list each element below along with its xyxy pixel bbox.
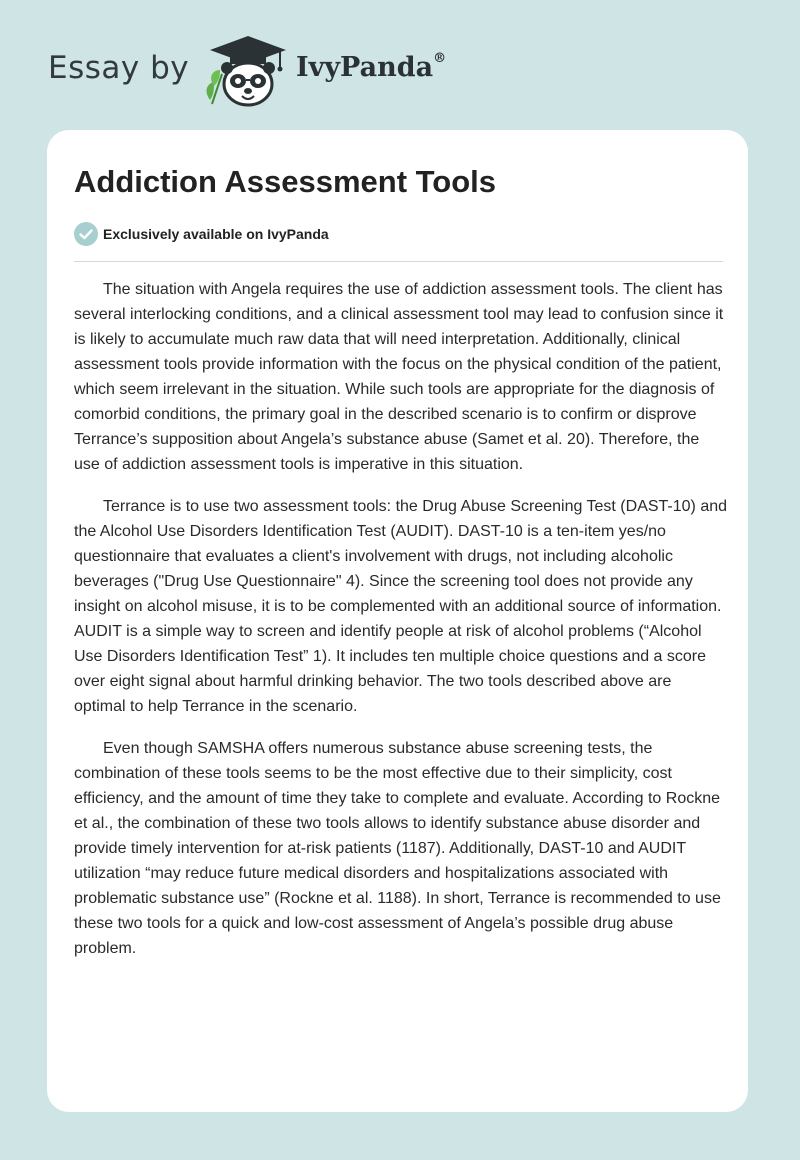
brand-name [296,52,446,83]
exclusive-badge [74,222,329,246]
paragraph: Terrance is to use two assessment tools: the Drug Abuse Screening Test (DAST-10) and the Alcohol Use Disorders Identification Test (AUDIT). DAST-10 is a ten-item yes/no questionnaire that evaluates a client's involvement with drugs, not including alcoholic beverages ("Drug Use Questionnaire" 4). Since the screening tool does not provide any insight on alcohol misuse, it is to be complemented with an additional source of information. AUDIT is a simple way to screen and identify people at risk of alcohol problems (“Alcohol Use Disorders Identification Test” 1). It includes ten multiple choice questions and a score over eight signal about harmful drinking behavior. The two tools described above are optimal to help Terrance in the scenario. [74,498,728,715]
paragraph: The situation with Angela requires the use of addiction assessment tools. The client has several interlocking conditions, and a clinical assessment tool may lead to confusion since it is likely to accumulate much raw data that will need interpretation. Additionally, clinical assessment tools provide information with the focus on the physical condition of the patient, which seem irrelevant in the situation. While such tools are appropriate for the diagnosis of comorbid conditions, the primary goal in the described scenario is to confirm or disprove Terrance’s supposition about Angela’s substance abuse (Samet et al. 20). Therefore, the use of addiction assessment tools is imperative in this situation. [74,281,724,473]
essay-body [74,277,727,978]
panda-graduate-icon [200,34,296,110]
site-header [48,30,748,110]
check-circle-icon [74,222,98,246]
essay-by-label: Essay by [48,50,190,86]
brand-name-text: IvyPanda [296,52,434,83]
badge-label: Exclusively available on IvyPanda [103,226,329,242]
paragraph: Even though SAMSHA offers numerous substance abuse screening tests, the combination of these tools seems to be the most effective due to their simplicity, cost efficiency, and the amount of time they take to complete and evaluate. According to Rockne et al., the combination of these two tools allows to identify substance abuse disorder and provide timely intervention for at-risk patients (1187). Additionally, DAST-10 and AUDIT utilization “may reduce future medical disorders and hospitalizations associated with problematic substance use” (Rockne et al. 1188). In short, Terrance is recommended to use these two tools for a quick and low-cost assessment of Angela’s possible drug abuse problem. [74,740,721,957]
page-title: Addiction Assessment Tools [74,164,497,199]
divider [74,261,723,262]
essay-card [47,130,748,1112]
registered-mark: ® [433,51,447,66]
